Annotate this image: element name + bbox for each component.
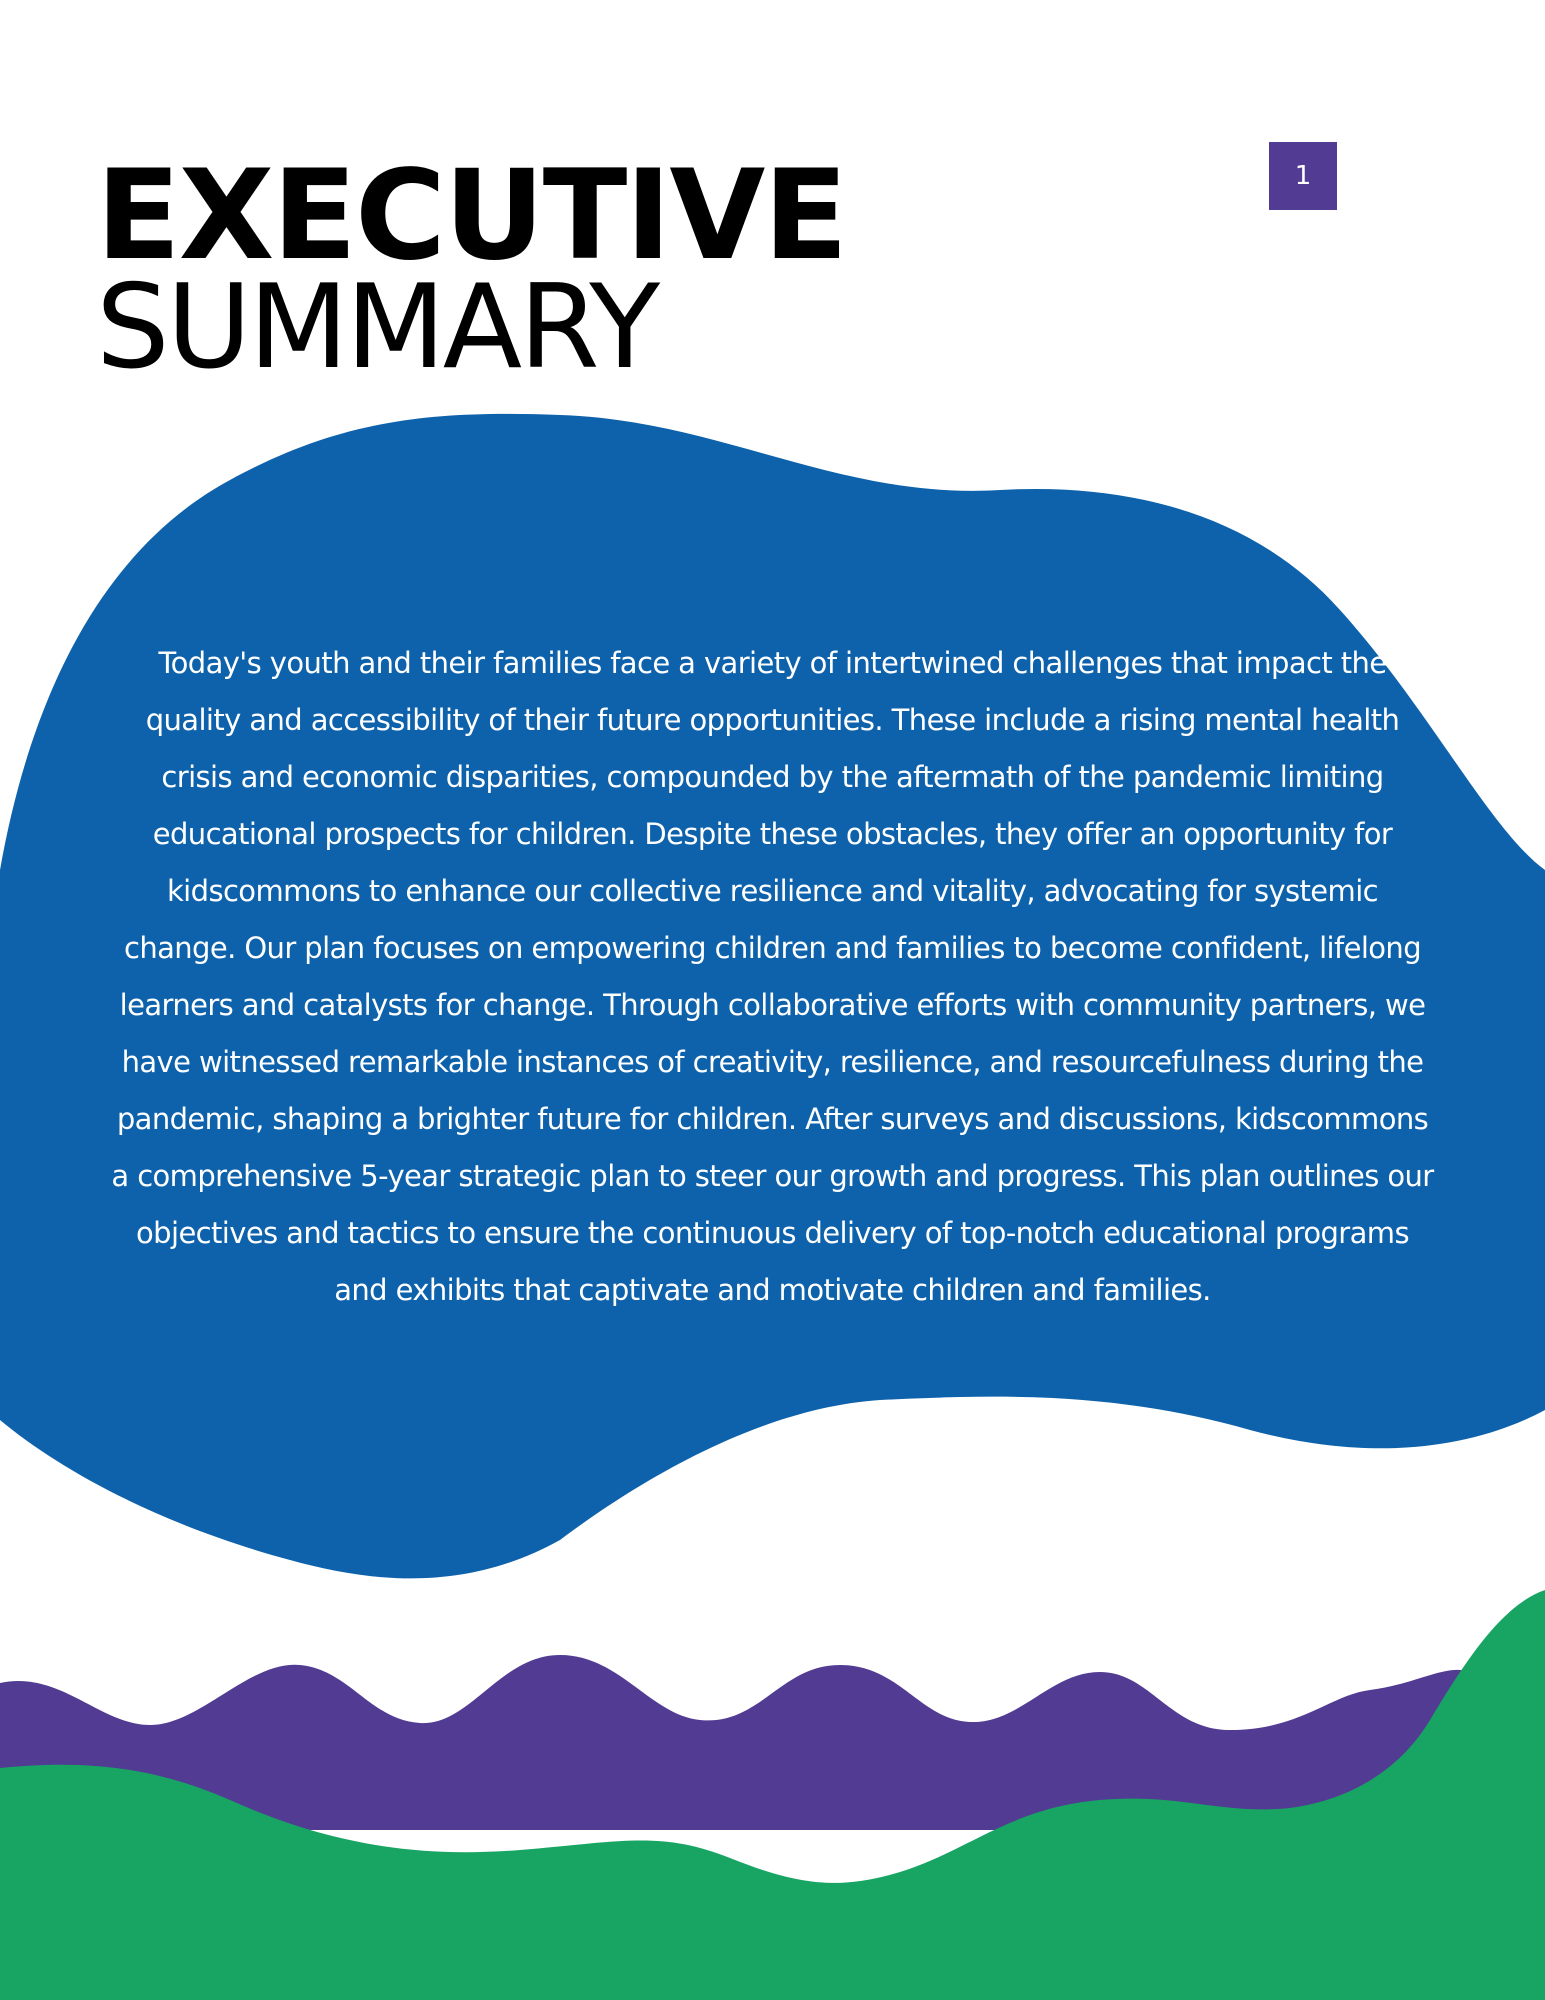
executive-summary-paragraph: Today's youth and their families face a variety of intertwined challenges that impact the quality and accessibility of their future opportunities. These include a rising mental health crisis and economic disparities, compounded by the aftermath of the pandemic limiting educational prospects for children. Despite these obstacles, they offer an opportunity for kidscommons to enhance our collective resilience and vitality, advocating for systemic change. Our plan focuses on empowering children and families to become confident, lifelong learners and catalysts for change. Through collaborative efforts with community partners, we have witnessed remarkable instances of creativity, resilience, and resourcefulness during the pandemic, shaping a brighter future for children. After surveys and discussions, kidscommons a comprehensive 5-year strategic plan to steer our growth and progress. This plan outlines our objectives and tactics to ensure the continuous delivery of top-notch educational programs and exhibits that captivate and motivate children and families. — [111, 646, 1434, 1307]
page-title — [96, 144, 847, 395]
title-line-executive: EXECUTIVE — [96, 144, 847, 288]
page-number-badge — [1269, 142, 1337, 210]
page-number: 1 — [1294, 161, 1312, 191]
title-line-summary: SUMMARY — [96, 260, 658, 395]
